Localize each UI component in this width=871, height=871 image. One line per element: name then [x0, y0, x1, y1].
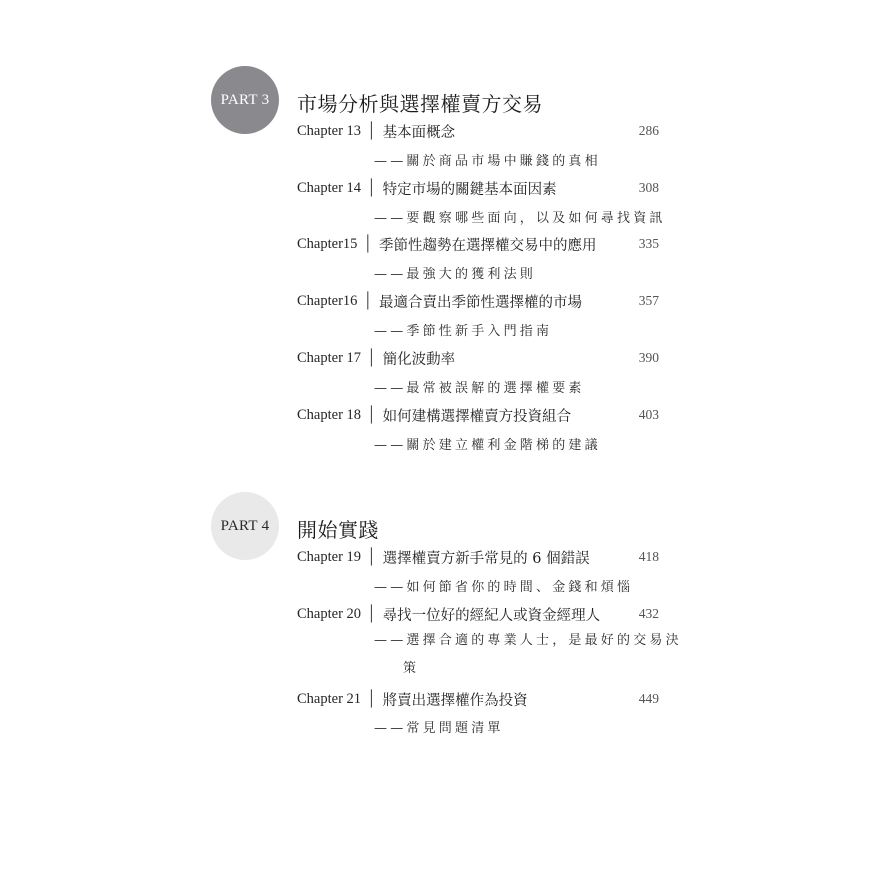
toc-entry-chapter-18[interactable] — [297, 404, 659, 426]
chapter-separator: │ — [366, 122, 377, 139]
toc-entry-chapter-17[interactable] — [297, 347, 659, 369]
page-number: 432 — [638, 606, 659, 621]
chapter-separator: │ — [366, 349, 377, 366]
chapter-number: Chapter 21 — [297, 690, 362, 707]
chapter-subtitle: ——要觀察哪些面向，以及如何尋找資訊 — [374, 211, 666, 226]
chapter-separator: │ — [366, 690, 377, 707]
chapter-number: Chapter16 — [297, 292, 358, 309]
toc-entry-chapter-21[interactable] — [297, 688, 659, 710]
chapter-subtitle: ——最強大的獲利法則 — [374, 267, 537, 282]
page-number: 449 — [638, 691, 659, 706]
chapter-number: Chapter 19 — [297, 548, 362, 565]
toc-entry-chapter-14[interactable] — [297, 177, 659, 199]
chapter-number: Chapter 14 — [297, 179, 362, 196]
part-4-badge — [211, 492, 279, 560]
part-4-title: 開始實踐 — [297, 518, 379, 542]
chapter-subtitle: ——常見問題清單 — [374, 721, 504, 736]
toc-entry-chapter-16[interactable] — [297, 290, 659, 312]
chapter-number: Chapter 20 — [297, 605, 362, 622]
chapter-title: 特定市場的關鍵基本面因素 — [382, 181, 557, 198]
page-number: 286 — [638, 123, 659, 138]
chapter-separator: │ — [366, 605, 377, 622]
chapter-subtitle: ——季節性新手入門指南 — [374, 324, 553, 339]
part-3-badge-label: PART 3 — [220, 91, 270, 108]
chapter-title: 如何建構選擇權賣方投資組合 — [382, 408, 572, 425]
chapter-title: 基本面概念 — [382, 124, 456, 141]
page-number: 390 — [638, 350, 659, 365]
toc-entry-chapter-15[interactable] — [297, 233, 659, 255]
chapter-separator: │ — [366, 179, 377, 196]
chapter-subtitle: ——最常被誤解的選擇權要素 — [374, 381, 585, 396]
part-3-title: 市場分析與選擇權賣方交易 — [297, 92, 543, 116]
page-number: 418 — [638, 549, 659, 564]
chapter-subtitle: ——關於商品市場中賺錢的真相 — [374, 154, 601, 169]
page-number: 335 — [638, 236, 659, 251]
chapter-title: 最適合賣出季節性選擇權的市場 — [379, 294, 583, 311]
chapter-separator: │ — [366, 548, 377, 565]
page-number: 403 — [638, 407, 659, 422]
chapter-separator: │ — [362, 292, 374, 309]
chapter-subtitle: ——關於建立權利金階梯的建議 — [374, 438, 601, 453]
chapter-title: 簡化波動率 — [382, 351, 456, 368]
chapter-separator: │ — [366, 406, 377, 423]
chapter-title: 選擇權賣方新手常見的 6 個錯誤 — [382, 550, 590, 567]
page-number: 357 — [638, 293, 659, 308]
toc-entry-chapter-13[interactable] — [297, 120, 659, 142]
chapter-title: 季節性趨勢在選擇權交易中的應用 — [379, 237, 597, 254]
chapter-number: Chapter 17 — [297, 349, 362, 366]
chapter-subtitle: ——如何節省你的時間、金錢和煩惱 — [374, 580, 634, 595]
chapter-number: Chapter 18 — [297, 406, 362, 423]
chapter-number: Chapter 13 — [297, 122, 362, 139]
toc-entry-chapter-19[interactable] — [297, 546, 659, 568]
chapter-number: Chapter15 — [297, 235, 358, 252]
toc-entry-chapter-20[interactable] — [297, 603, 659, 625]
chapter-title: 尋找一位好的經紀人或資金經理人 — [382, 607, 601, 624]
part-4-badge-label: PART 4 — [220, 517, 270, 534]
chapter-title: 將賣出選擇權作為投資 — [382, 692, 528, 709]
page-number: 308 — [638, 180, 659, 195]
chapter-separator: │ — [362, 235, 374, 252]
part-3-badge — [211, 66, 279, 134]
chapter-subtitle: ——選擇合適的專業人士，是最好的交易決策 — [374, 633, 682, 676]
